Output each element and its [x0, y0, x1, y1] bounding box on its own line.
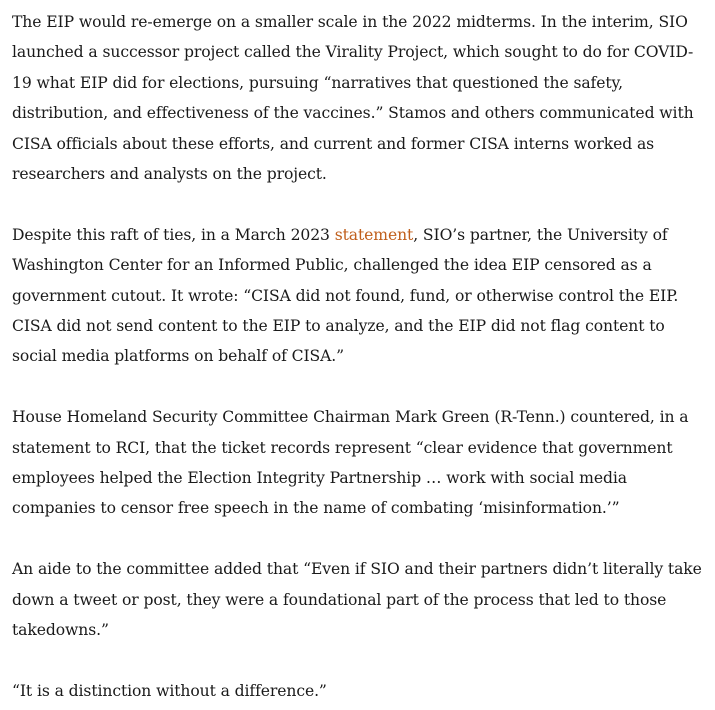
statement-link[interactable]: statement [334, 225, 414, 244]
paragraph-committee-aide: An aide to the committee added that “Even if SIO and their partners didn’t literally take down a tweet or post, they were a foundational part of the process that led to those takedowns.” [12, 560, 702, 640]
paragraph-text-after-link: , SIO’s partner, the University of Washington Center for an Informed Public, challenged the idea EIP censored as a government cutout. It wrote: “CISA did not found, fund, or otherwise control the EIP. CISA did not send content to the EIP to analyze, and the EIP did not flag content to social media platforms on behalf of CISA.” [12, 225, 679, 366]
paragraph-distinction-quote: “It is a distinction without a difference.” [12, 681, 327, 700]
paragraph-virality-project: The EIP would re-emerge on a smaller scale in the 2022 midterms. In the interim, SIO launched a successor project called the Virality Project, which sought to do for COVID-19 what EIP did for elections, pursuing “narratives that questioned the safety, distribution, and effectiveness of the vaccines.” Stamos and others communicated with CISA officials about these efforts, and current and former CISA interns worked as researchers and analysts on the project. [12, 13, 694, 184]
paragraph-mark-green-quote: House Homeland Security Committee Chairman Mark Green (R-Tenn.) countered, in a statement to RCI, that the ticket records represent “clear evidence that government employees helped the Election Integrity Partnership … work with social media companies to censor free speech in the name of combating ‘misinformation.’” [12, 408, 689, 518]
paragraph-cip-statement [12, 220, 703, 372]
paragraph-text-before-link: Despite this raft of ties, in a March 2023 [12, 225, 335, 244]
